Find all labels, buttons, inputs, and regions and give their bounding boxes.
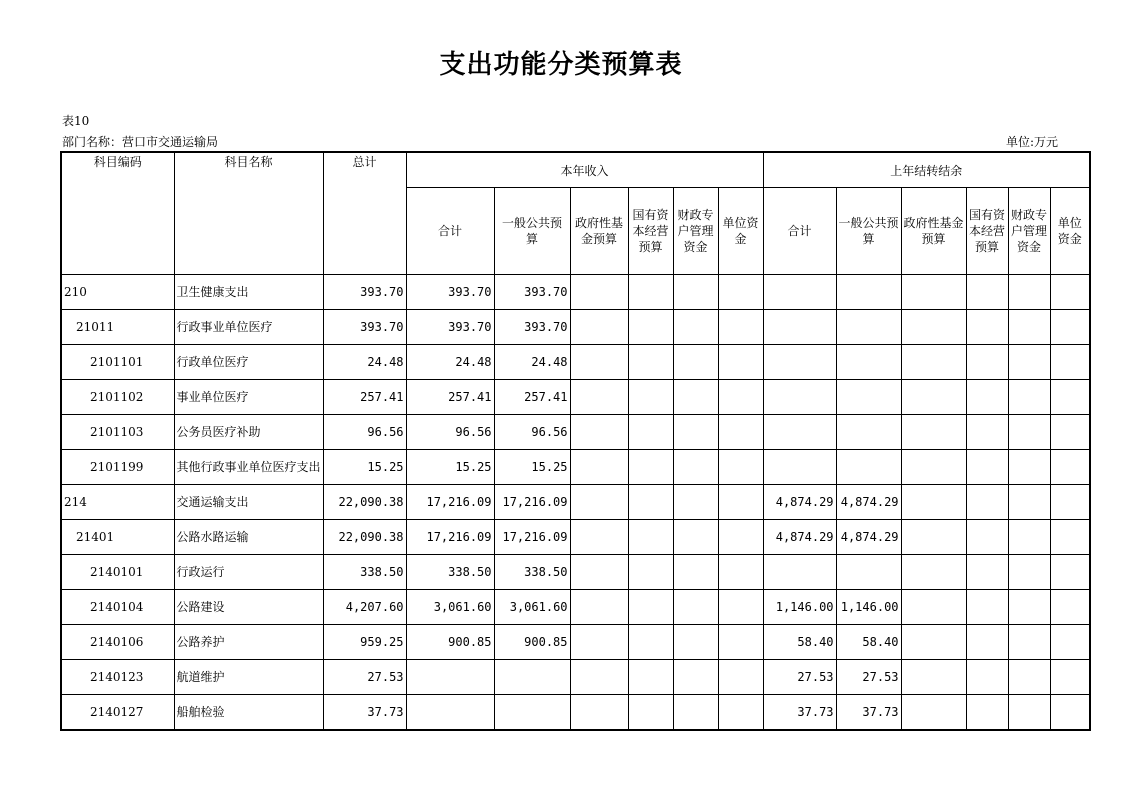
cell-income-fiscal-special (673, 275, 718, 310)
cell-carry-gov-fund (901, 380, 966, 415)
cell-name: 行政事业单位医疗 (174, 310, 323, 345)
cell-income-unit-fund (718, 415, 763, 450)
cell-code: 2140127 (61, 695, 174, 731)
cell-code: 21401 (61, 520, 174, 555)
cell-carry-general: 1,146.00 (836, 590, 901, 625)
cell-income-state-capital (628, 450, 673, 485)
cell-carry-unit-fund (1050, 380, 1090, 415)
cell-carry-sum: 37.73 (763, 695, 836, 731)
cell-carry-sum: 27.53 (763, 660, 836, 695)
table-row (61, 520, 1090, 555)
cell-income-general: 17,216.09 (494, 520, 570, 555)
cell-income-general: 338.50 (494, 555, 570, 590)
table-number: 表10 (62, 114, 90, 128)
cell-carry-sum (763, 415, 836, 450)
cell-income-general (494, 695, 570, 731)
cell-income-unit-fund (718, 625, 763, 660)
cell-total: 37.73 (323, 695, 406, 731)
table-row (61, 695, 1090, 731)
table-row (61, 310, 1090, 345)
cell-income-fiscal-special (673, 380, 718, 415)
cell-carry-gov-fund (901, 415, 966, 450)
cell-income-state-capital (628, 380, 673, 415)
cell-total: 338.50 (323, 555, 406, 590)
cell-carry-unit-fund (1050, 660, 1090, 695)
cell-carry-general: 4,874.29 (836, 520, 901, 555)
cell-code: 2101103 (61, 415, 174, 450)
cell-carry-state-capital (966, 625, 1008, 660)
cell-carry-state-capital (966, 275, 1008, 310)
cell-income-sum: 15.25 (406, 450, 494, 485)
cell-income-sum: 900.85 (406, 625, 494, 660)
cell-income-fiscal-special (673, 660, 718, 695)
cell-code: 21011 (61, 310, 174, 345)
cell-income-fiscal-special (673, 415, 718, 450)
cell-name: 其他行政事业单位医疗支出 (174, 450, 323, 485)
cell-income-general: 393.70 (494, 275, 570, 310)
cell-carry-state-capital (966, 695, 1008, 731)
cell-name: 公路水路运输 (174, 520, 323, 555)
cell-carry-unit-fund (1050, 590, 1090, 625)
cell-carry-fiscal-special (1008, 485, 1050, 520)
cell-carry-state-capital (966, 415, 1008, 450)
table-row (61, 590, 1090, 625)
cell-name: 船舶检验 (174, 695, 323, 731)
cell-carry-general (836, 275, 901, 310)
budget-table (60, 151, 1091, 731)
department-name: 部门名称：营口市交通运输局 (62, 135, 219, 149)
cell-name: 行政单位医疗 (174, 345, 323, 380)
header-carry-general: 一般公共预算 (836, 188, 901, 275)
cell-code: 2101199 (61, 450, 174, 485)
cell-income-fiscal-special (673, 310, 718, 345)
cell-total: 27.53 (323, 660, 406, 695)
header-carry-gov-fund: 政府性基金预算 (901, 188, 966, 275)
cell-income-gov-fund (570, 660, 628, 695)
cell-income-state-capital (628, 555, 673, 590)
cell-carry-fiscal-special (1008, 380, 1050, 415)
header-income-state-capital: 国有资本经营预算 (628, 188, 673, 275)
cell-total: 393.70 (323, 275, 406, 310)
cell-carry-unit-fund (1050, 450, 1090, 485)
cell-carry-general (836, 415, 901, 450)
cell-total: 393.70 (323, 310, 406, 345)
cell-total: 4,207.60 (323, 590, 406, 625)
header-income-unit-fund: 单位资金 (718, 188, 763, 275)
cell-carry-general (836, 345, 901, 380)
cell-carry-fiscal-special (1008, 590, 1050, 625)
cell-income-state-capital (628, 310, 673, 345)
cell-income-unit-fund (718, 380, 763, 415)
cell-name: 行政运行 (174, 555, 323, 590)
cell-income-unit-fund (718, 450, 763, 485)
cell-carry-fiscal-special (1008, 695, 1050, 731)
cell-income-fiscal-special (673, 625, 718, 660)
cell-total: 959.25 (323, 625, 406, 660)
cell-income-general: 17,216.09 (494, 485, 570, 520)
cell-code: 210 (61, 275, 174, 310)
cell-name: 公路养护 (174, 625, 323, 660)
cell-carry-gov-fund (901, 590, 966, 625)
cell-income-gov-fund (570, 625, 628, 660)
cell-income-state-capital (628, 625, 673, 660)
cell-carry-gov-fund (901, 695, 966, 731)
cell-name: 交通运输支出 (174, 485, 323, 520)
cell-carry-unit-fund (1050, 275, 1090, 310)
cell-income-general: 900.85 (494, 625, 570, 660)
cell-carry-fiscal-special (1008, 625, 1050, 660)
cell-carry-general: 27.53 (836, 660, 901, 695)
cell-carry-general (836, 450, 901, 485)
cell-carry-state-capital (966, 555, 1008, 590)
cell-carry-state-capital (966, 485, 1008, 520)
cell-carry-sum (763, 310, 836, 345)
cell-carry-fiscal-special (1008, 520, 1050, 555)
page-title: 支出功能分类预算表 (439, 50, 683, 80)
cell-income-sum (406, 660, 494, 695)
cell-carry-state-capital (966, 590, 1008, 625)
cell-carry-unit-fund (1050, 310, 1090, 345)
unit-label: 单位:万元 (1005, 135, 1058, 149)
cell-name: 公务员医疗补助 (174, 415, 323, 450)
cell-income-sum: 17,216.09 (406, 485, 494, 520)
cell-income-general: 3,061.60 (494, 590, 570, 625)
cell-income-gov-fund (570, 590, 628, 625)
cell-income-unit-fund (718, 695, 763, 731)
cell-income-unit-fund (718, 485, 763, 520)
cell-income-fiscal-special (673, 695, 718, 731)
cell-carry-unit-fund (1050, 695, 1090, 731)
cell-income-sum: 24.48 (406, 345, 494, 380)
cell-income-sum: 96.56 (406, 415, 494, 450)
table-row (61, 380, 1090, 415)
cell-carry-gov-fund (901, 660, 966, 695)
header-carry-sum: 合计 (763, 188, 836, 275)
cell-carry-general (836, 380, 901, 415)
cell-total: 257.41 (323, 380, 406, 415)
cell-income-fiscal-special (673, 520, 718, 555)
cell-carry-sum (763, 380, 836, 415)
cell-code: 2140101 (61, 555, 174, 590)
cell-total: 24.48 (323, 345, 406, 380)
cell-carry-general (836, 555, 901, 590)
header-carry-unit-fund: 单位资金 (1050, 188, 1090, 275)
cell-income-gov-fund (570, 380, 628, 415)
cell-income-state-capital (628, 345, 673, 380)
cell-income-gov-fund (570, 275, 628, 310)
cell-name: 卫生健康支出 (174, 275, 323, 310)
cell-income-sum: 3,061.60 (406, 590, 494, 625)
header-income-general: 一般公共预算 (494, 188, 570, 275)
header-income-sum: 合计 (406, 188, 494, 275)
cell-income-unit-fund (718, 555, 763, 590)
header-income-fiscal-special: 财政专户管理资金 (673, 188, 718, 275)
cell-income-sum: 338.50 (406, 555, 494, 590)
cell-income-state-capital (628, 275, 673, 310)
cell-income-gov-fund (570, 310, 628, 345)
cell-income-fiscal-special (673, 345, 718, 380)
cell-carry-gov-fund (901, 520, 966, 555)
cell-carry-general: 4,874.29 (836, 485, 901, 520)
cell-income-sum: 17,216.09 (406, 520, 494, 555)
cell-total: 15.25 (323, 450, 406, 485)
cell-income-unit-fund (718, 310, 763, 345)
cell-income-fiscal-special (673, 485, 718, 520)
cell-total: 96.56 (323, 415, 406, 450)
cell-carry-gov-fund (901, 450, 966, 485)
cell-income-general: 393.70 (494, 310, 570, 345)
cell-carry-fiscal-special (1008, 555, 1050, 590)
cell-income-state-capital (628, 485, 673, 520)
cell-income-gov-fund (570, 450, 628, 485)
header-carryover: 上年结转结余 (763, 152, 1090, 188)
cell-carry-sum: 1,146.00 (763, 590, 836, 625)
table-row (61, 450, 1090, 485)
cell-carry-gov-fund (901, 485, 966, 520)
cell-carry-state-capital (966, 520, 1008, 555)
cell-income-general: 96.56 (494, 415, 570, 450)
cell-code: 2101101 (61, 345, 174, 380)
header-income-gov-fund: 政府性基金预算 (570, 188, 628, 275)
cell-carry-unit-fund (1050, 415, 1090, 450)
cell-carry-general (836, 310, 901, 345)
cell-carry-gov-fund (901, 275, 966, 310)
table-row (61, 485, 1090, 520)
cell-income-fiscal-special (673, 555, 718, 590)
cell-income-sum (406, 695, 494, 731)
cell-carry-sum (763, 450, 836, 485)
cell-carry-state-capital (966, 310, 1008, 345)
cell-carry-gov-fund (901, 345, 966, 380)
cell-income-gov-fund (570, 345, 628, 380)
cell-carry-state-capital (966, 380, 1008, 415)
cell-income-gov-fund (570, 520, 628, 555)
cell-carry-sum (763, 275, 836, 310)
cell-income-state-capital (628, 415, 673, 450)
cell-code: 214 (61, 485, 174, 520)
cell-carry-gov-fund (901, 555, 966, 590)
cell-carry-state-capital (966, 450, 1008, 485)
table-row (61, 415, 1090, 450)
cell-carry-state-capital (966, 660, 1008, 695)
cell-carry-general: 37.73 (836, 695, 901, 731)
cell-income-unit-fund (718, 520, 763, 555)
cell-name: 事业单位医疗 (174, 380, 323, 415)
cell-code: 2101102 (61, 380, 174, 415)
cell-income-unit-fund (718, 275, 763, 310)
cell-income-gov-fund (570, 415, 628, 450)
cell-income-state-capital (628, 695, 673, 731)
cell-income-unit-fund (718, 590, 763, 625)
cell-carry-sum (763, 345, 836, 380)
header-code: 科目编码 (61, 152, 174, 275)
cell-carry-general: 58.40 (836, 625, 901, 660)
cell-carry-sum: 4,874.29 (763, 520, 836, 555)
table-row (61, 345, 1090, 380)
table-row (61, 660, 1090, 695)
cell-carry-gov-fund (901, 625, 966, 660)
cell-income-fiscal-special (673, 590, 718, 625)
table-row (61, 625, 1090, 660)
cell-income-general (494, 660, 570, 695)
cell-income-sum: 257.41 (406, 380, 494, 415)
cell-income-unit-fund (718, 345, 763, 380)
cell-carry-unit-fund (1050, 345, 1090, 380)
header-carry-fiscal-special: 财政专户管理资金 (1008, 188, 1050, 275)
cell-income-general: 257.41 (494, 380, 570, 415)
header-total: 总计 (323, 152, 406, 275)
cell-income-state-capital (628, 520, 673, 555)
cell-carry-unit-fund (1050, 485, 1090, 520)
cell-income-general: 24.48 (494, 345, 570, 380)
cell-carry-unit-fund (1050, 520, 1090, 555)
cell-income-gov-fund (570, 485, 628, 520)
cell-name: 公路建设 (174, 590, 323, 625)
cell-income-gov-fund (570, 695, 628, 731)
cell-carry-fiscal-special (1008, 660, 1050, 695)
cell-code: 2140106 (61, 625, 174, 660)
cell-income-state-capital (628, 590, 673, 625)
cell-carry-sum (763, 555, 836, 590)
table-row (61, 555, 1090, 590)
cell-carry-gov-fund (901, 310, 966, 345)
cell-total: 22,090.38 (323, 520, 406, 555)
cell-total: 22,090.38 (323, 485, 406, 520)
cell-carry-fiscal-special (1008, 345, 1050, 380)
cell-code: 2140104 (61, 590, 174, 625)
cell-income-sum: 393.70 (406, 310, 494, 345)
cell-code: 2140123 (61, 660, 174, 695)
header-current-income: 本年收入 (406, 152, 763, 188)
cell-carry-fiscal-special (1008, 310, 1050, 345)
cell-income-general: 15.25 (494, 450, 570, 485)
table-row (61, 275, 1090, 310)
cell-carry-sum: 4,874.29 (763, 485, 836, 520)
cell-carry-unit-fund (1050, 555, 1090, 590)
cell-income-sum: 393.70 (406, 275, 494, 310)
cell-carry-state-capital (966, 345, 1008, 380)
cell-carry-unit-fund (1050, 625, 1090, 660)
cell-carry-fiscal-special (1008, 275, 1050, 310)
cell-name: 航道维护 (174, 660, 323, 695)
cell-carry-fiscal-special (1008, 450, 1050, 485)
header-name: 科目名称 (174, 152, 323, 275)
cell-carry-sum: 58.40 (763, 625, 836, 660)
cell-income-gov-fund (570, 555, 628, 590)
cell-carry-fiscal-special (1008, 415, 1050, 450)
header-carry-state-capital: 国有资本经营预算 (966, 188, 1008, 275)
cell-income-fiscal-special (673, 450, 718, 485)
cell-income-unit-fund (718, 660, 763, 695)
cell-income-state-capital (628, 660, 673, 695)
